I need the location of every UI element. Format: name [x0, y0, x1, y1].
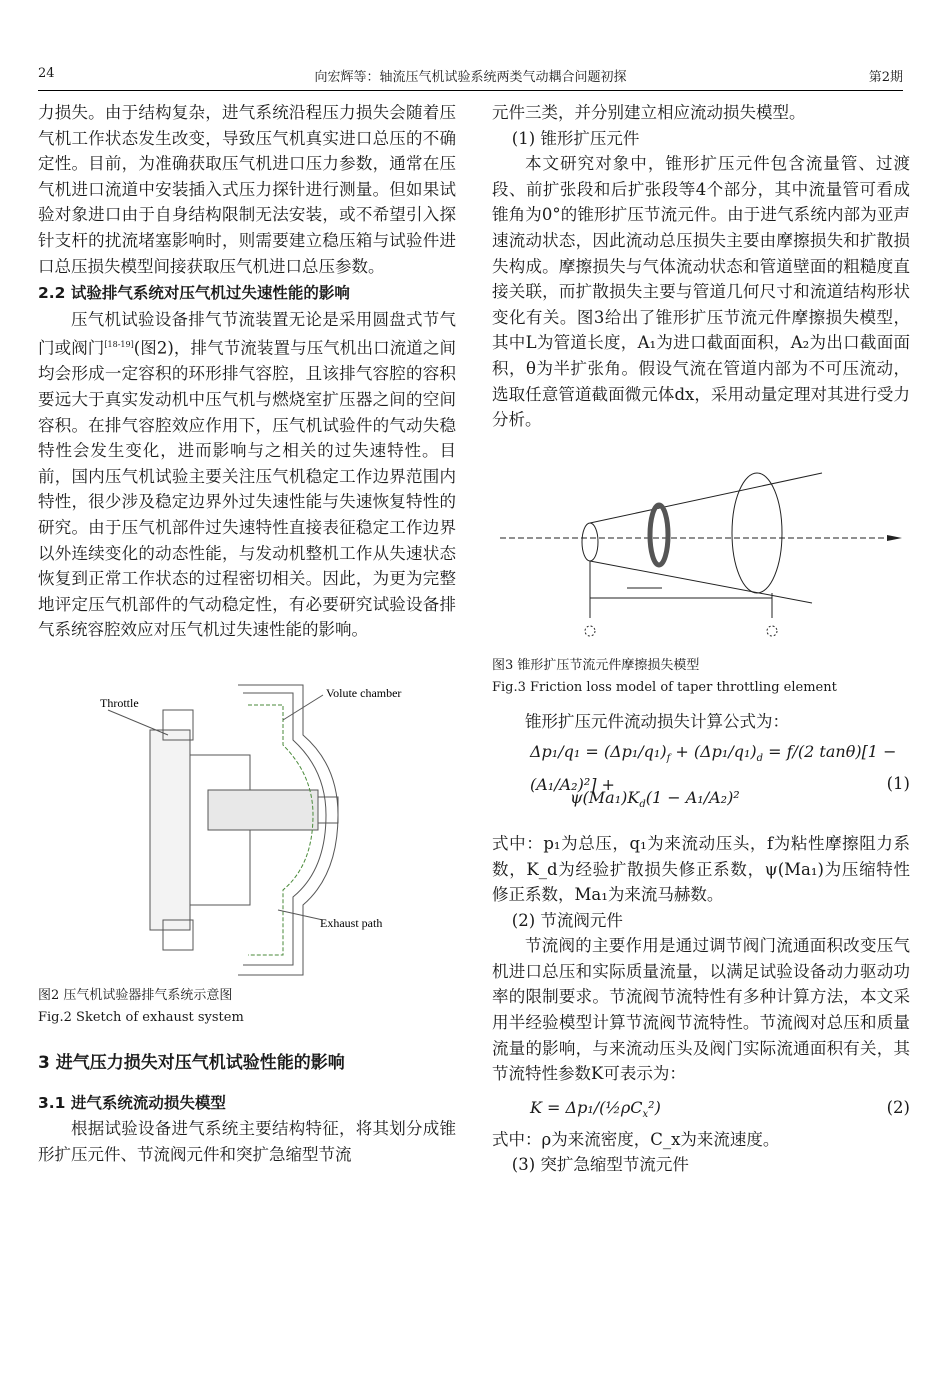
paragraph: 式中：p₁为总压，q₁为来流动压头，f为粘性摩擦阻力系数，K_d为经验扩散损失修正系数，ψ(Ma₁)为压缩特性修正系数，Ma₁为来流马赫数。 [492, 833, 910, 905]
equation-1-body: $\Delta p_1/q_1 = (\Delta p_1/q_1)_f + (\Delta p_1/q_1)_d = f/(2$ tanθ)[1 − (A₁/A₂)²] + [530, 741, 897, 794]
equation-2-body: K = Δp₁/$(\frac{1}{2}\rho C_x^2)$ [530, 1097, 661, 1121]
paragraph: 根据试验设备进气系统主要结构特征，将其划分成锥形扩压元件、节流阀元件和突扩急缩型节流 [38, 1119, 456, 1164]
volute-label: Volute chamber [326, 685, 402, 700]
item-heading: (3) 突扩急缩型节流元件 [511, 1155, 689, 1175]
equation-1 [492, 735, 910, 831]
left-column [38, 100, 456, 1167]
paragraph: 式中：ρ为来流密度，C_x为来流速度。 [492, 1129, 780, 1149]
right-column [492, 100, 910, 1178]
paragraph: 元件三类，并分别建立相应流动损失模型。 [492, 103, 806, 122]
paragraph: 本文研究对象中，锥形扩压元件包含流量管、过渡段、前扩张段和后扩张段等4个部分，其中流量管可看成锥角为0°的锥形扩压节流元件。由于进气系统内部为亚声速流动状态，因此流动总压损失主要由摩擦损失和扩散损失构成。摩擦损失与气体流动状态和管道壁面的粗糙度直接关联，而扩散损失主要与管道几何尺寸和流道结构形状变化有关。图3给出了锥形扩压节流元件摩擦损失模型，其中L为管道长度，A₁为进口截面面积，A₂为出口截面面积，θ为半扩张角。假设气流在管道内部为不可压流动，选取任意管道截面微元体dx，采用动量定理对其进行受力分析。 [492, 154, 910, 430]
paragraph: 压气机试验设备排气节流装置无论是采用圆盘式节气门或阀门[18-19](图2)，排气节流装置与压气机出口流道之间均会形成一定容积的环形排气容腔，且该排气容腔的容积要远大于真实发动机中压气机与燃烧室扩压器之间的空间容积。在排气容腔效应作用下，压气机试验件的气动失稳特性会发生变化，进而影响与之相关的过失速特性。目前，国内压气机试验主要关注压气机稳定工作边界范围内特性，很少涉及稳定边界外过失速性能与失速恢复特性的研究。由于压气机部件过失速特性直接表征稳定工作边界以外连续变化的动态性能，与发动机整机工作从失速状态恢复到正常工作状态的过程密切相关。因此，为更为完整地评定压气机部件的气动稳定性，有必要研究试验设备排气系统容腔效应对压气机过失速性能的影响。 [38, 309, 457, 640]
running-header [38, 62, 903, 88]
equation-1-body-line2: $\psi(Ma_1)K_d(1 - A_1/A_2)^2$ [570, 787, 740, 811]
section-heading: 3 进气压力损失对压气机试验性能的影响 [38, 1052, 345, 1073]
exhaust-system-sketch [38, 665, 456, 985]
figure-2 [38, 665, 456, 985]
exhaust-label: Exhaust path [320, 915, 383, 930]
figure-2-caption-en: Fig.2 Sketch of exhaust system [38, 1009, 244, 1025]
subsection-heading: 3.1 进气系统流动损失模型 [38, 1093, 226, 1112]
item-heading: (2) 节流阀元件 [511, 910, 623, 930]
header-rule [38, 90, 903, 91]
item-heading: (1) 锥形扩压元件 [511, 128, 640, 148]
figure-2-caption-cn: 图2 压气机试验器排气系统示意图 [38, 987, 233, 1003]
section-heading: 2.2 试验排气系统对压气机过失速性能的影响 [38, 284, 350, 303]
equation-1-number: (1) [886, 773, 910, 793]
paragraph: 节流阀的主要作用是通过调节阀门流通面积改变压气机进口总压和实际质量流量，以满足试验设备动力驱动功率的限制要求。节流阀节流特性有多种计算方法，本文采用半经验模型计算节流阀节流特性。节流阀对总压和质量流量的影响，与来流动压头及阀门实际流通面积有关，其节流特性参数K可表示为： [492, 936, 910, 1084]
paragraph: 力损失。由于结构复杂，进气系统沿程压力损失会随着压气机工作状态发生改变，导致压气机真实进口总压的不确定性。目前，为准确获取压气机进口压力参数，通常在压气机进口流道中安装插入式压力探针进行测量。但如果试验对象进口由于自身结构限制无法安装，或不希望引入探针支杆的扰流堵塞影响时，则需要建立稳压箱与试验件进口总压损失模型间接获取压气机进口总压参数。 [38, 103, 456, 276]
page-number: 24 [38, 66, 55, 81]
equation-2 [492, 1087, 910, 1127]
figure-3-caption-cn: 图3 锥形扩压节流元件摩擦损失模型 [492, 658, 700, 674]
equation-2-number: (2) [886, 1097, 910, 1117]
equation-intro: 锥形扩压元件流动损失计算公式为： [525, 712, 789, 732]
issue-label: 第2期 [868, 70, 903, 85]
running-title: 向宏辉等：轴流压气机试验系统两类气动耦合问题初探 [314, 70, 627, 85]
figure-3-caption-en: Fig.3 Friction loss model of taper throttling element [492, 680, 837, 696]
friction-loss-diagram [492, 453, 910, 648]
throttle-label: Throttle [100, 695, 139, 710]
